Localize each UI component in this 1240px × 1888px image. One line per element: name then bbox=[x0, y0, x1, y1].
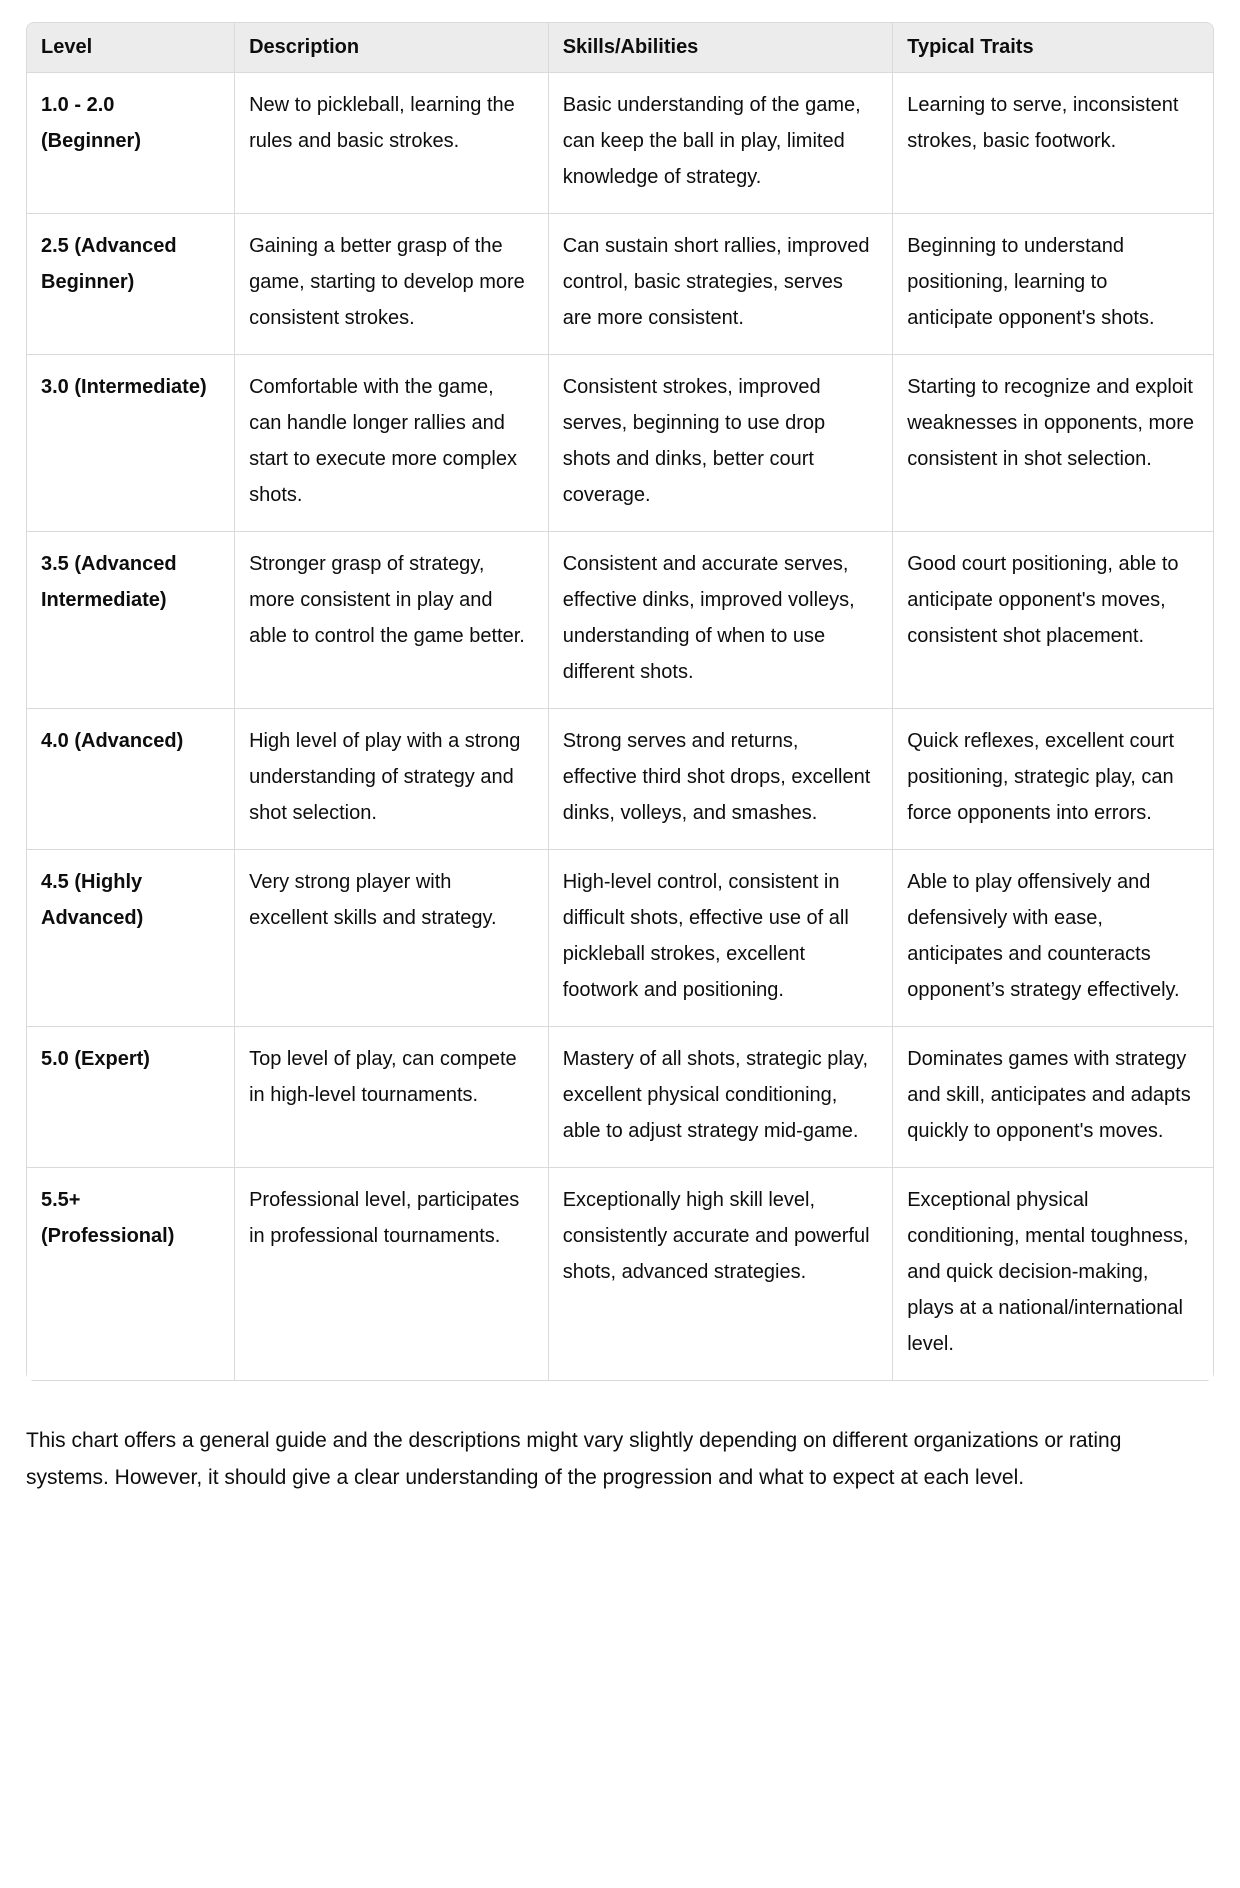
skill-level-table bbox=[26, 22, 1214, 1381]
traits-cell: Learning to serve, inconsistent strokes, basic footwork. bbox=[893, 73, 1214, 214]
traits-cell: Starting to recognize and exploit weaknesses in opponents, more consistent in shot selection. bbox=[893, 355, 1214, 532]
column-header-traits: Typical Traits bbox=[893, 22, 1214, 73]
pickleball-rating-table bbox=[26, 22, 1214, 1381]
traits-cell: Able to play offensively and defensively with ease, anticipates and counteracts opponent’s strategy effectively. bbox=[893, 850, 1214, 1027]
table-row bbox=[26, 532, 1214, 709]
column-header-skills: Skills/Abilities bbox=[549, 22, 894, 73]
level-cell: 4.5 (Highly Advanced) bbox=[26, 850, 235, 1027]
description-cell: New to pickleball, learning the rules and basic strokes. bbox=[235, 73, 549, 214]
description-cell: Very strong player with excellent skills and strategy. bbox=[235, 850, 549, 1027]
table-row bbox=[26, 1168, 1214, 1381]
description-cell: Gaining a better grasp of the game, starting to develop more consistent strokes. bbox=[235, 214, 549, 355]
skills-cell: Exceptionally high skill level, consistently accurate and powerful shots, advanced strategies. bbox=[549, 1168, 894, 1381]
traits-cell: Exceptional physical conditioning, mental toughness, and quick decision-making, plays at a national/international level. bbox=[893, 1168, 1214, 1381]
level-cell: 5.0 (Expert) bbox=[26, 1027, 235, 1168]
column-header-level: Level bbox=[26, 22, 235, 73]
table-row bbox=[26, 73, 1214, 214]
traits-cell: Dominates games with strategy and skill, anticipates and adapts quickly to opponent's moves. bbox=[893, 1027, 1214, 1168]
skills-cell: Strong serves and returns, effective third shot drops, excellent dinks, volleys, and smashes. bbox=[549, 709, 894, 850]
level-cell: 1.0 - 2.0 (Beginner) bbox=[26, 73, 235, 214]
table-header-row bbox=[26, 22, 1214, 73]
level-cell: 5.5+ (Professional) bbox=[26, 1168, 235, 1381]
table-row bbox=[26, 709, 1214, 850]
skills-cell: Can sustain short rallies, improved control, basic strategies, serves are more consistent. bbox=[549, 214, 894, 355]
traits-cell: Beginning to understand positioning, learning to anticipate opponent's shots. bbox=[893, 214, 1214, 355]
skills-cell: Consistent strokes, improved serves, beginning to use drop shots and dinks, better court coverage. bbox=[549, 355, 894, 532]
skills-cell: Mastery of all shots, strategic play, excellent physical conditioning, able to adjust strategy mid-game. bbox=[549, 1027, 894, 1168]
footer-note: This chart offers a general guide and the descriptions might vary slightly depending on different organizations or rating systems. However, it should give a clear understanding of the progression and what to expect at each level. bbox=[26, 1429, 1122, 1489]
skills-cell: Basic understanding of the game, can keep the ball in play, limited knowledge of strategy. bbox=[549, 73, 894, 214]
skills-cell: High-level control, consistent in difficult shots, effective use of all pickleball strokes, excellent footwork and positioning. bbox=[549, 850, 894, 1027]
description-cell: High level of play with a strong understanding of strategy and shot selection. bbox=[235, 709, 549, 850]
description-cell: Comfortable with the game, can handle longer rallies and start to execute more complex shots. bbox=[235, 355, 549, 532]
description-cell: Top level of play, can compete in high-level tournaments. bbox=[235, 1027, 549, 1168]
description-cell: Stronger grasp of strategy, more consistent in play and able to control the game better. bbox=[235, 532, 549, 709]
skills-cell: Consistent and accurate serves, effective dinks, improved volleys, understanding of when to use different shots. bbox=[549, 532, 894, 709]
traits-cell: Quick reflexes, excellent court positioning, strategic play, can force opponents into errors. bbox=[893, 709, 1214, 850]
table-row bbox=[26, 1027, 1214, 1168]
description-cell: Professional level, participates in professional tournaments. bbox=[235, 1168, 549, 1381]
level-cell: 3.0 (Intermediate) bbox=[26, 355, 235, 532]
level-cell: 4.0 (Advanced) bbox=[26, 709, 235, 850]
column-header-description: Description bbox=[235, 22, 549, 73]
table-row bbox=[26, 850, 1214, 1027]
table-row bbox=[26, 214, 1214, 355]
level-cell: 2.5 (Advanced Beginner) bbox=[26, 214, 235, 355]
level-cell: 3.5 (Advanced Intermediate) bbox=[26, 532, 235, 709]
table-row bbox=[26, 355, 1214, 532]
traits-cell: Good court positioning, able to anticipate opponent's moves, consistent shot placement. bbox=[893, 532, 1214, 709]
